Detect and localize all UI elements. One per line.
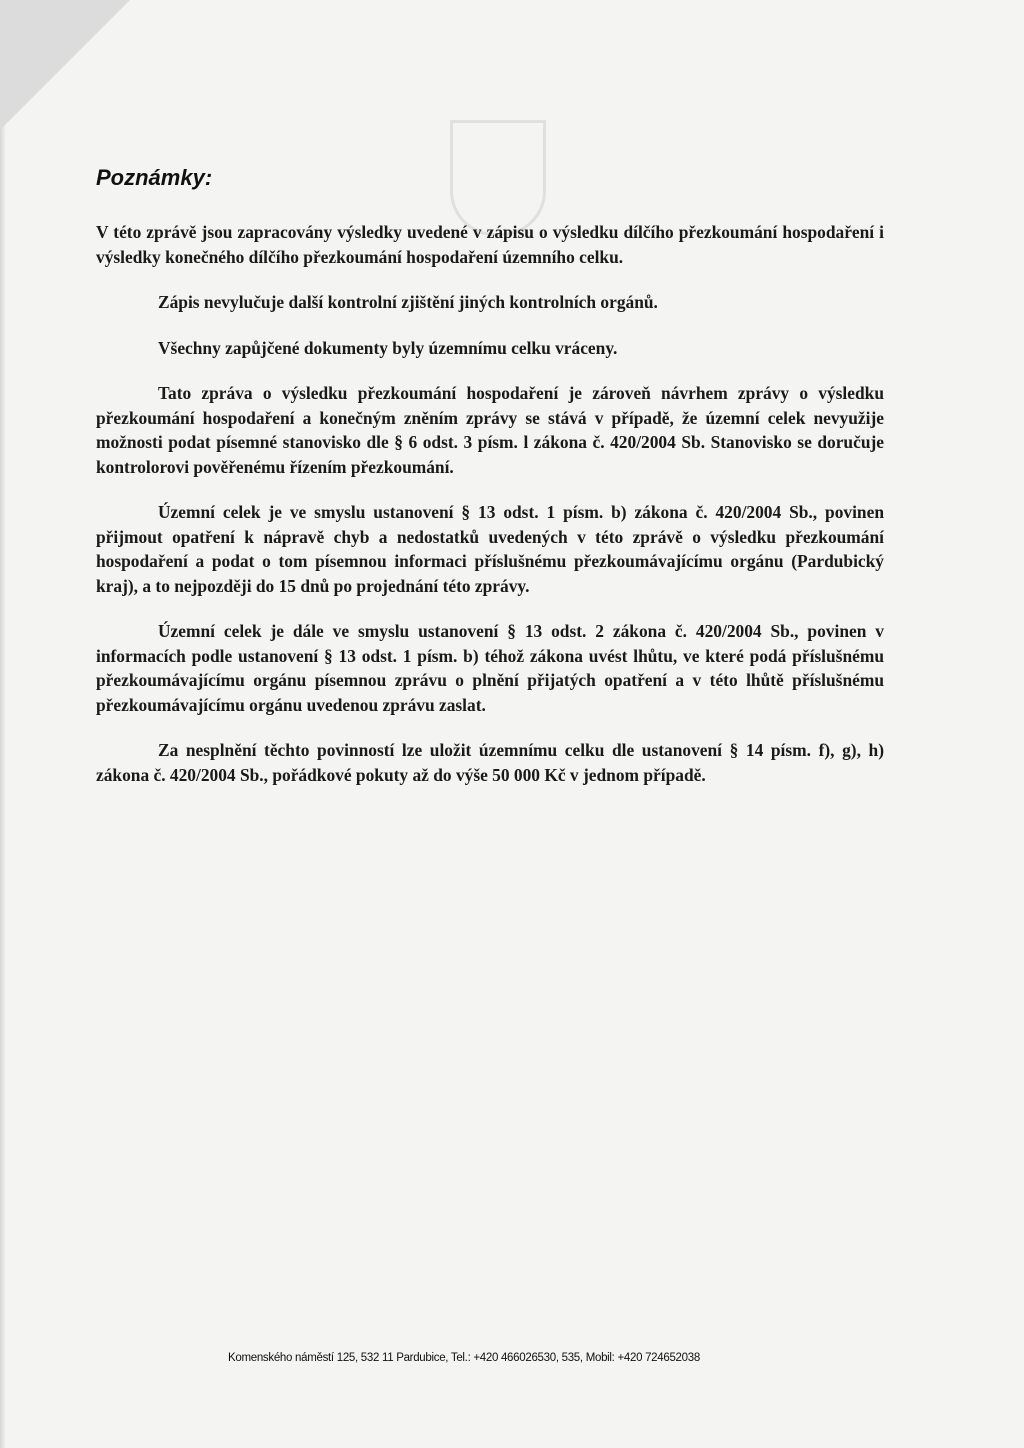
notes-heading: Poznámky: bbox=[96, 165, 213, 190]
paragraph-corrective-measures: Územní celek je ve smyslu ustanovení § 13 odst. 1 písm. b) zákona č. 420/2004 Sb., povinen přijmout opatření k nápravě chyb a nedostatků uvedených v této zprávě o výsledku přezkoumání hospodaření a podat o tom písemnou informaci příslušnému přezkoumávajícímu orgánu (Pardubický kraj), a to nejpozději do 15 dnů po projednání této zprávy. bbox=[96, 502, 884, 596]
scan-edge-shadow bbox=[0, 0, 6, 1448]
footer-contact: Komenského náměstí 125, 532 11 Pardubice, Tel.: +420 466026530, 535, Mobil: +420 724652038 bbox=[228, 1352, 700, 1364]
paragraph-documents-returned: Všechny zapůjčené dokumenty byly územnímu celku vráceny. bbox=[158, 337, 618, 358]
notes-body bbox=[96, 220, 884, 808]
paragraph-report-draft: Tato zpráva o výsledku přezkoumání hospodaření je zároveň návrhem zprávy o výsledku přezkoumání hospodaření a konečným zněním zprávy se stává v případě, že územní celek nevyužije možnosti podat písemné stanovisko dle § 6 odst. 3 písm. l zákona č. 420/2004 Sb. Stanovisko se doručuje kontrolorovi pověřenému řízením přezkoumání. bbox=[96, 383, 884, 477]
paragraph-other-findings: Zápis nevylučuje další kontrolní zjištění jiných kontrolních orgánů. bbox=[158, 292, 658, 312]
emblem-shadow-icon bbox=[450, 120, 546, 236]
paragraph-deadline-report: Územní celek je dále ve smyslu ustanovení § 13 odst. 2 zákona č. 420/2004 Sb., povinen v informacích podle ustanovení § 13 odst. 1 písm. b) téhož zákona uvést lhůtu, ve které podá příslušnému přezkoumávajícímu orgánu písemnou zprávu o plnění přijatých opatření a v této lhůtě příslušnému přezkoumávajícímu orgánu uvedenou zprávu zaslat. bbox=[96, 621, 884, 715]
paragraph-penalties: Za nesplnění těchto povinností lze uložit územnímu celku dle ustanovení § 14 písm. f), g), h) zákona č. 420/2004 Sb., pořádkové pokuty až do výše 50 000 Kč v jednom případě. bbox=[96, 740, 884, 785]
paragraph-results-incorporated: V této zprávě jsou zapracovány výsledky uvedené v zápisu o výsledku dílčího přezkoumání hospodaření i výsledky konečného dílčího přezkoumání hospodaření územního celku. bbox=[96, 222, 884, 267]
folded-corner bbox=[0, 0, 130, 130]
